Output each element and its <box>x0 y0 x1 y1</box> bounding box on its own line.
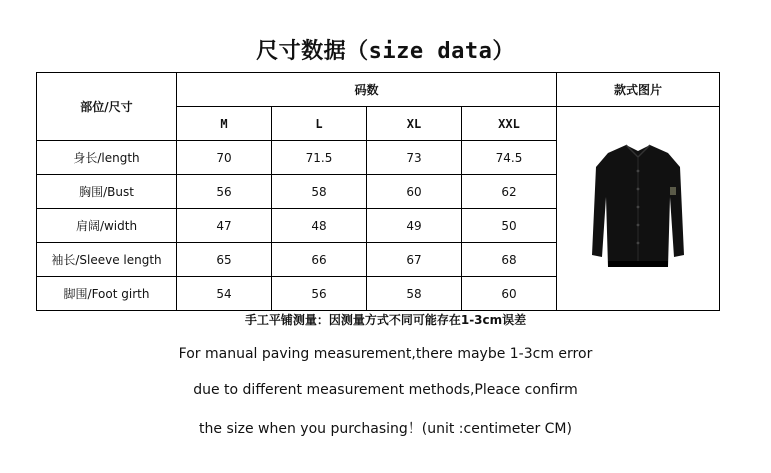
measurement-note-line: For manual paving measurement,there maybe 1-3cm error <box>178 346 593 362</box>
measurement-note-line: the size when you purchasing！(unit :centimeter CM) <box>199 421 572 437</box>
table-cell: 70 <box>177 141 272 175</box>
size-header: L <box>272 107 367 141</box>
corner-label: 部位/尺寸 <box>37 73 177 141</box>
row-label: 脚围/Foot girth <box>37 277 177 311</box>
table-cell: 60 <box>367 175 462 209</box>
table-cell: 47 <box>177 209 272 243</box>
table-cell: 60 <box>462 277 557 311</box>
row-label: 身长/length <box>37 141 177 175</box>
size-header: M <box>177 107 272 141</box>
table-cell: 66 <box>272 243 367 277</box>
jacket-icon <box>588 137 688 277</box>
table-cell: 56 <box>177 175 272 209</box>
size-header: XL <box>367 107 462 141</box>
table-cell: 58 <box>272 175 367 209</box>
table-cell: 73 <box>367 141 462 175</box>
table-cell: 50 <box>462 209 557 243</box>
measurement-note-cn: 手工平铺测量：因测量方式不同可能存在1-3cm误差 <box>244 313 527 327</box>
table-cell: 49 <box>367 209 462 243</box>
table-cell: 56 <box>272 277 367 311</box>
row-label: 袖长/Sleeve length <box>37 243 177 277</box>
page-title: 尺寸数据（size data） <box>256 39 515 64</box>
image-column-label: 款式图片 <box>557 73 720 107</box>
size-header: XXL <box>462 107 557 141</box>
table-cell: 58 <box>367 277 462 311</box>
measurement-note-line: due to different measurement methods,Pleace confirm <box>193 382 578 398</box>
table-cell: 74.5 <box>462 141 557 175</box>
table-cell: 48 <box>272 209 367 243</box>
table-cell: 54 <box>177 277 272 311</box>
table-cell: 65 <box>177 243 272 277</box>
row-label: 胸围/Bust <box>37 175 177 209</box>
table-cell: 62 <box>462 175 557 209</box>
table-cell: 67 <box>367 243 462 277</box>
row-label: 肩阔/width <box>37 209 177 243</box>
product-image-cell <box>557 107 720 311</box>
size-table <box>36 72 720 311</box>
table-cell: 71.5 <box>272 141 367 175</box>
size-group-label: 码数 <box>177 73 557 107</box>
table-cell: 68 <box>462 243 557 277</box>
